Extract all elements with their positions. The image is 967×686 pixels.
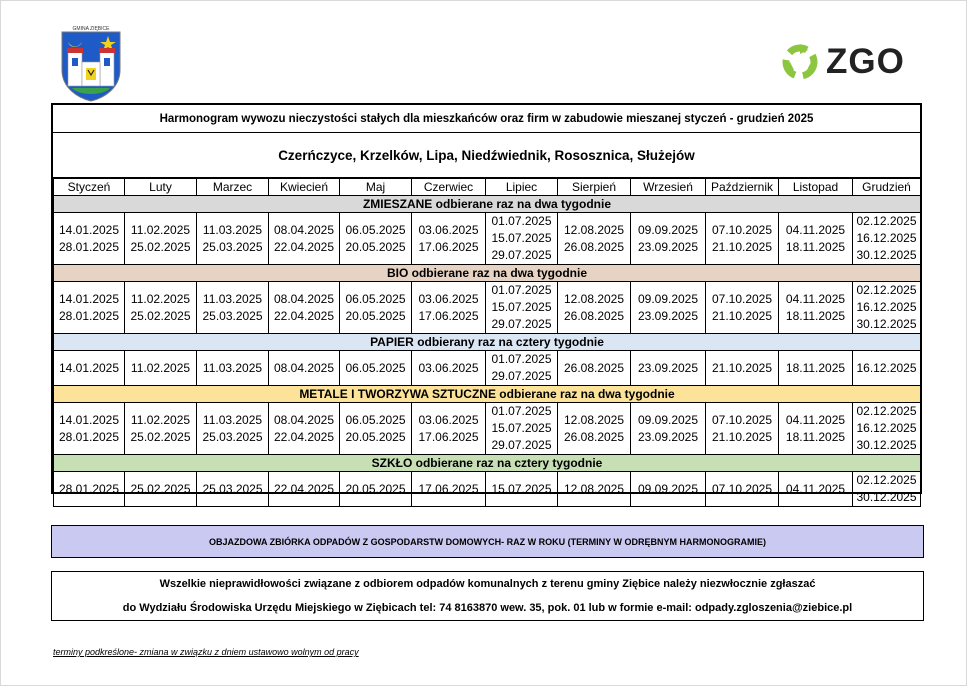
date-cell — [706, 351, 779, 386]
municipal-crest-logo — [58, 26, 124, 102]
date-cell — [197, 351, 269, 386]
date-cell — [631, 351, 706, 386]
date-cell — [197, 403, 269, 455]
collection-date: 30.12.2025 — [856, 317, 917, 331]
collection-date: 11.03.2025 — [202, 412, 263, 427]
date-cell — [269, 472, 340, 507]
date-cell — [486, 403, 558, 455]
collection-date: 29.07.2025 — [491, 369, 552, 383]
date-cell — [853, 351, 921, 386]
collection-date: 20.05.2025 — [345, 239, 406, 254]
date-cell — [54, 351, 125, 386]
collection-date: 12.08.2025 — [563, 412, 625, 427]
collection-date: 15.07.2025 — [491, 300, 552, 314]
collection-date: 04.11.2025 — [785, 412, 846, 427]
date-cell — [631, 472, 706, 507]
collection-date: 11.02.2025 — [130, 291, 191, 306]
date-cell — [197, 213, 269, 265]
collection-date: 22.04.2025 — [273, 429, 335, 444]
collection-date: 09.09.2025 — [637, 291, 699, 306]
collection-date: 16.12.2025 — [856, 300, 917, 314]
category-header-cell — [54, 386, 921, 403]
collection-date: 03.06.2025 — [418, 412, 479, 427]
date-cell — [779, 351, 853, 386]
collection-date: 08.04.2025 — [273, 360, 335, 375]
collection-date: 18.11.2025 — [785, 308, 846, 323]
collection-date: 21.10.2025 — [711, 239, 773, 254]
collection-date: 11.03.2025 — [202, 360, 263, 375]
category-name: METALE I TWORZYWA SZTUCZNE — [299, 387, 496, 401]
collection-date: 08.04.2025 — [273, 291, 335, 306]
collection-date: 29.07.2025 — [491, 317, 552, 331]
date-cell — [269, 351, 340, 386]
collection-date: 09.09.2025 — [637, 412, 699, 427]
date-cell — [269, 213, 340, 265]
collection-date: 21.10.2025 — [711, 429, 773, 444]
category-header-row — [54, 334, 921, 351]
collection-date: 30.12.2025 — [856, 248, 917, 262]
date-cell — [853, 213, 921, 265]
date-cell — [558, 403, 631, 455]
collection-date: 12.08.2025 — [563, 291, 625, 306]
category-header-row — [54, 386, 921, 403]
date-cell — [558, 213, 631, 265]
collection-date: 23.09.2025 — [637, 239, 699, 254]
collection-date: 15.07.2025 — [491, 481, 552, 496]
collection-date: 30.12.2025 — [856, 490, 917, 504]
collection-date: 17.06.2025 — [418, 429, 479, 444]
date-cell — [706, 403, 779, 455]
schedule-title: Harmonogram wywozu nieczystości stałych dla mieszkańców oraz firm w zabudowie mieszanej styczeń - grudzień 2025 — [53, 105, 920, 133]
collection-date: 11.03.2025 — [202, 222, 263, 237]
date-cell — [54, 282, 125, 334]
month-header-cell: Luty — [125, 179, 197, 196]
date-cell — [486, 282, 558, 334]
collection-date: 03.06.2025 — [418, 222, 479, 237]
collection-date: 26.08.2025 — [563, 429, 625, 444]
collection-date: 28.01.2025 — [58, 429, 120, 444]
month-header-cell: Lipiec — [486, 179, 558, 196]
date-cell — [853, 282, 921, 334]
date-cell — [486, 472, 558, 507]
date-cell — [779, 403, 853, 455]
collection-date: 02.12.2025 — [856, 404, 917, 418]
month-header-cell: Kwiecień — [269, 179, 340, 196]
date-cell — [558, 351, 631, 386]
category-header-row — [54, 265, 921, 282]
logo-text: ZGO — [826, 42, 905, 81]
collection-date: 14.01.2025 — [58, 222, 120, 237]
date-cell — [269, 282, 340, 334]
month-header-cell: Listopad — [779, 179, 853, 196]
date-cell — [779, 282, 853, 334]
collection-date: 12.08.2025 — [563, 222, 625, 237]
collection-date: 08.04.2025 — [273, 222, 335, 237]
collection-date: 03.06.2025 — [418, 360, 479, 375]
date-cell — [706, 472, 779, 507]
recycle-icon — [780, 42, 820, 82]
collection-date: 15.07.2025 — [491, 231, 552, 245]
collection-date: 15.07.2025 — [491, 421, 552, 435]
collection-date: 25.03.2025 — [202, 239, 263, 254]
date-cell — [412, 282, 486, 334]
date-cell — [486, 213, 558, 265]
collection-date: 01.07.2025 — [491, 352, 552, 366]
collection-date: 08.04.2025 — [273, 412, 335, 427]
category-name: ZMIESZANE — [362, 197, 433, 211]
collection-date: 11.02.2025 — [130, 360, 191, 375]
collection-date: 26.08.2025 — [563, 360, 625, 375]
collection-date: 21.10.2025 — [711, 360, 773, 375]
date-cell — [631, 213, 706, 265]
collection-date: 06.05.2025 — [345, 291, 406, 306]
date-cell — [197, 472, 269, 507]
date-cell — [340, 282, 412, 334]
month-header-cell: Marzec — [197, 179, 269, 196]
collection-date: 20.05.2025 — [345, 308, 406, 323]
collection-date: 07.10.2025 — [711, 291, 773, 306]
month-header-cell: Październik — [706, 179, 779, 196]
date-cell — [779, 472, 853, 507]
localities-heading: Czerńczyce, Krzelków, Lipa, Niedźwiednik, Rososznica, Służejów — [53, 133, 920, 178]
date-cell — [412, 403, 486, 455]
collection-date: 01.07.2025 — [491, 214, 552, 228]
category-header-cell — [54, 196, 921, 213]
dates-row — [54, 472, 921, 507]
collection-date: 22.04.2025 — [273, 481, 335, 496]
month-header-row — [54, 179, 921, 196]
category-frequency: odbierane raz na dwa tygodnie — [408, 266, 588, 280]
category-header-cell — [54, 334, 921, 351]
mobile-collection-box: OBJAZDOWA ZBIÓRKA ODPADÓW Z GOSPODARSTW DOMOWYCH- RAZ W ROKU (TERMINY W ODRĘBNYM HARMONOGRAMIE) — [51, 525, 924, 558]
date-cell — [853, 472, 921, 507]
collection-date: 28.01.2025 — [58, 308, 120, 323]
date-cell — [706, 282, 779, 334]
category-name: PAPIER — [370, 335, 414, 349]
category-header-row — [54, 196, 921, 213]
collection-date: 25.02.2025 — [130, 429, 191, 444]
zgo-logo — [780, 42, 905, 82]
collection-date: 06.05.2025 — [345, 222, 406, 237]
collection-date: 01.07.2025 — [491, 404, 552, 418]
collection-date: 20.05.2025 — [345, 429, 406, 444]
collection-date: 12.08.2025 — [563, 481, 625, 496]
month-header-cell: Czerwiec — [412, 179, 486, 196]
category-header-cell — [54, 265, 921, 282]
collection-date: 25.03.2025 — [202, 481, 263, 496]
date-cell — [125, 403, 197, 455]
date-cell — [54, 213, 125, 265]
dates-row — [54, 213, 921, 265]
date-cell — [779, 213, 853, 265]
collection-date: 16.12.2025 — [856, 421, 917, 435]
date-cell — [54, 403, 125, 455]
schedule-table — [53, 178, 921, 507]
category-header-cell — [54, 455, 921, 472]
category-frequency: odbierany raz na cztery tygodnie — [413, 335, 604, 349]
month-header-cell: Grudzień — [853, 179, 921, 196]
footnote: terminy podkreślone- zmiana w związku z dniem ustawowo wolnym od pracy — [53, 647, 359, 657]
date-cell — [54, 472, 125, 507]
date-cell — [853, 403, 921, 455]
collection-date: 17.06.2025 — [418, 239, 479, 254]
date-cell — [340, 472, 412, 507]
collection-date: 16.12.2025 — [856, 360, 917, 375]
collection-date: 03.06.2025 — [418, 291, 479, 306]
collection-date: 28.01.2025 — [58, 481, 120, 496]
collection-date: 18.11.2025 — [785, 360, 846, 375]
collection-date: 04.11.2025 — [785, 481, 846, 496]
collection-date: 11.02.2025 — [130, 222, 191, 237]
category-frequency: odbierane raz na dwa tygodnie — [495, 387, 675, 401]
collection-date: 26.08.2025 — [563, 239, 625, 254]
collection-date: 25.02.2025 — [130, 239, 191, 254]
date-cell — [125, 213, 197, 265]
collection-date: 14.01.2025 — [58, 412, 120, 427]
collection-date: 09.09.2025 — [637, 222, 699, 237]
notice-box — [51, 571, 924, 621]
collection-date: 25.03.2025 — [202, 308, 263, 323]
collection-date: 30.12.2025 — [856, 438, 917, 452]
collection-date: 11.02.2025 — [130, 412, 191, 427]
collection-date: 07.10.2025 — [711, 481, 773, 496]
date-cell — [340, 213, 412, 265]
date-cell — [412, 213, 486, 265]
collection-date: 17.06.2025 — [418, 481, 479, 496]
date-cell — [631, 403, 706, 455]
crest-caption: GMINA ZIĘBICE — [72, 26, 110, 32]
category-header-row — [54, 455, 921, 472]
collection-date: 07.10.2025 — [711, 222, 773, 237]
category-name: BIO — [386, 266, 409, 280]
dates-row — [54, 282, 921, 334]
collection-date: 07.10.2025 — [711, 412, 773, 427]
collection-date: 02.12.2025 — [856, 473, 917, 487]
dates-row — [54, 403, 921, 455]
date-cell — [412, 351, 486, 386]
collection-date: 29.07.2025 — [491, 438, 552, 452]
collection-date: 18.11.2025 — [785, 429, 846, 444]
collection-date: 04.11.2025 — [785, 291, 846, 306]
month-header-cell: Styczeń — [54, 179, 125, 196]
collection-date: 22.04.2025 — [273, 239, 335, 254]
date-cell — [558, 472, 631, 507]
collection-date: 14.01.2025 — [58, 291, 120, 306]
collection-date: 23.09.2025 — [637, 308, 699, 323]
collection-date: 01.07.2025 — [491, 283, 552, 297]
notice-line-2: do Wydziału Środowiska Urzędu Miejskiego w Ziębicach tel: 74 8163870 wew. 35, pok. 01 lub w formie e-mail: odpady.zgloszenia@ziebice.pl — [122, 602, 853, 614]
collection-date: 18.11.2025 — [785, 239, 846, 254]
dates-row — [54, 351, 921, 386]
date-cell — [125, 282, 197, 334]
date-cell — [125, 472, 197, 507]
collection-date: 22.04.2025 — [273, 308, 335, 323]
collection-date: 14.01.2025 — [58, 360, 120, 375]
month-header-cell: Wrzesień — [631, 179, 706, 196]
month-header-cell: Sierpień — [558, 179, 631, 196]
collection-date: 26.08.2025 — [563, 308, 625, 323]
date-cell — [340, 351, 412, 386]
collection-date: 17.06.2025 — [418, 308, 479, 323]
collection-date: 16.12.2025 — [856, 231, 917, 245]
date-cell — [631, 282, 706, 334]
date-cell — [706, 213, 779, 265]
date-cell — [197, 282, 269, 334]
collection-date: 23.09.2025 — [637, 429, 699, 444]
date-cell — [340, 403, 412, 455]
date-cell — [269, 403, 340, 455]
collection-date: 25.03.2025 — [202, 429, 263, 444]
collection-date: 20.05.2025 — [345, 481, 406, 496]
date-cell — [412, 472, 486, 507]
collection-date: 29.07.2025 — [491, 248, 552, 262]
notice-line-1: Wszelkie nieprawidłowości związane z odbiorem odpadów komunalnych z terenu gminy Ziębice należy niezwłocznie zgłaszać — [159, 578, 816, 590]
category-frequency: odbierane raz na dwa tygodnie — [432, 197, 612, 211]
date-cell — [486, 351, 558, 386]
date-cell — [558, 282, 631, 334]
collection-date: 04.11.2025 — [785, 222, 846, 237]
collection-date: 21.10.2025 — [711, 308, 773, 323]
date-cell — [125, 351, 197, 386]
collection-date: 23.09.2025 — [637, 360, 699, 375]
collection-date: 28.01.2025 — [58, 239, 120, 254]
collection-date: 02.12.2025 — [856, 283, 917, 297]
collection-date: 11.03.2025 — [202, 291, 263, 306]
collection-date: 25.02.2025 — [130, 308, 191, 323]
collection-date: 09.09.2025 — [637, 481, 699, 496]
month-header-cell: Maj — [340, 179, 412, 196]
collection-date: 25.02.2025 — [130, 481, 191, 496]
category-name: SZKŁO — [371, 456, 413, 470]
collection-date: 06.05.2025 — [345, 412, 406, 427]
schedule-table-frame — [51, 103, 922, 504]
collection-date: 06.05.2025 — [345, 360, 406, 375]
collection-date: 02.12.2025 — [856, 214, 917, 228]
category-frequency: odbierane raz na cztery tygodnie — [412, 456, 603, 470]
